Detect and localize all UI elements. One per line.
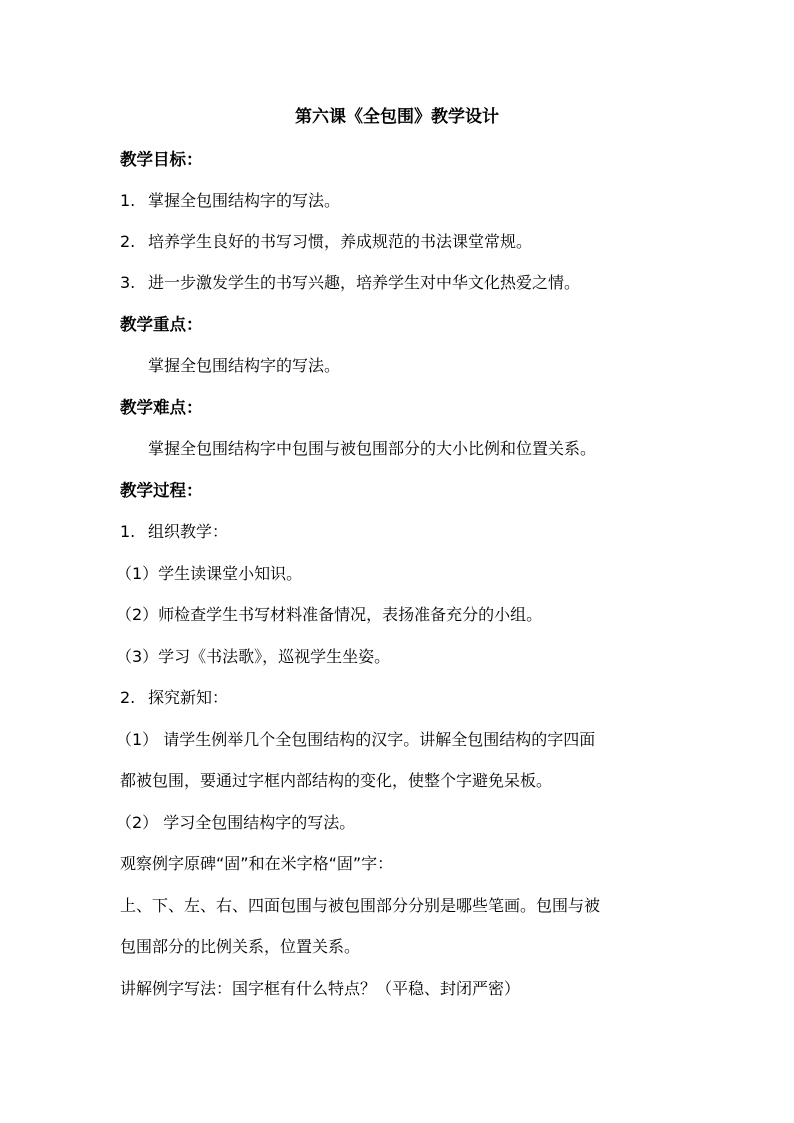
process-step-2 — [120, 684, 720, 712]
step-text: 组织教学： — [148, 522, 229, 541]
objectives-heading: 教学目标： — [120, 150, 203, 169]
step2-item-2: （2） 学习全包围结构字的写法。 — [116, 813, 356, 832]
explain-line: 讲解例字写法：国字框有什么特点？（平稳、封闭严密） — [120, 979, 521, 998]
objective-item — [120, 187, 720, 215]
step2-item-1-line-2: 都被包围，要通过字框内部结构的变化，使整个字避免呆板。 — [120, 771, 553, 790]
step-number: 1. — [120, 522, 136, 541]
difficulty-heading: 教学难点： — [120, 398, 203, 417]
sides-line-1: 上、下、左、右、四面包围与被包围部分分别是哪些笔画。包围与被 — [120, 896, 601, 915]
step1-item: （2）师检查学生书写材料准备情况，表扬准备充分的小组。 — [116, 605, 543, 624]
key-points-heading: 教学重点： — [120, 315, 203, 334]
objective-text: 培养学生良好的书写习惯，养成规范的书法课堂常规。 — [148, 232, 533, 251]
objective-text: 进一步激发学生的书写兴趣，培养学生对中华文化热爱之情。 — [148, 273, 581, 292]
step-text: 探究新知： — [148, 688, 229, 707]
objective-item — [120, 228, 720, 256]
step1-item: （3）学习《书法歌》，巡视学生坐姿。 — [116, 647, 391, 666]
objective-text: 掌握全包围结构字的写法。 — [148, 191, 341, 210]
objective-number: 2. — [120, 232, 136, 251]
sides-line-2: 包围部分的比例关系，位置关系。 — [120, 937, 361, 956]
objective-number: 1. — [120, 191, 136, 210]
objective-number: 3. — [120, 273, 136, 292]
key-points-text: 掌握全包围结构字的写法。 — [148, 356, 341, 375]
difficulty-text: 掌握全包围结构字中包围与被包围部分的大小比例和位置关系。 — [148, 439, 597, 458]
objective-item — [120, 269, 720, 297]
document-title: 第六课《全包围》教学设计 — [295, 107, 499, 127]
step2-item-1-line-1: （1） 请学生例举几个全包围结构的汉字。讲解全包围结构的字四面 — [116, 730, 596, 749]
observe-line: 观察例字原碑“固”和在米字格“固”字： — [120, 854, 394, 873]
process-heading: 教学过程： — [120, 481, 203, 500]
process-step-1 — [120, 518, 720, 546]
step1-item: （1）学生读课堂小知识。 — [116, 564, 303, 583]
step-number: 2. — [120, 688, 136, 707]
